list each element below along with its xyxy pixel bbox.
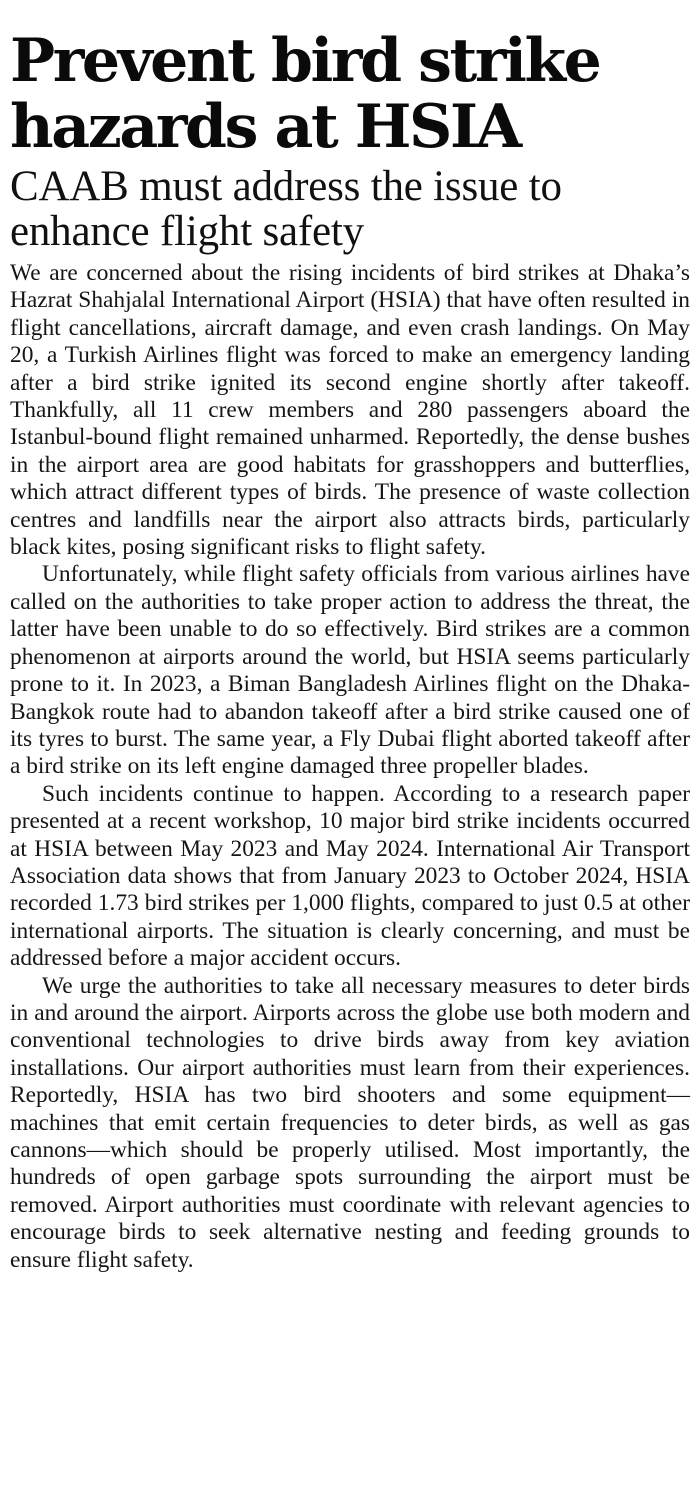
article-headline: Prevent bird strike hazards at HSIA bbox=[10, 26, 600, 162]
article-paragraph-3: Such incidents continue to happen. According to a research paper presented at a recent workshop, 10 major bird strike incidents occurred at HSIA between May 2023 and May 2024. International Air Transport Association data shows that from January 2023 to October 2024, HSIA recorded 1.73 bird strikes per 1,000 flights, compared to just 0.5 at other international airports. The situation is clearly concerning, and must be addressed before a major accident occurs. bbox=[10, 780, 690, 972]
article-paragraph-4: We urge the authorities to take all necessary measures to deter birds in and around the airport. Airports across the globe use both modern and conventional technologies to drive birds away from key aviation installations. Our airport authorities must learn from their experiences. Reportedly, HSIA has two bird shooters and some equipment—machines that emit certain frequencies to deter birds, as well as gas cannons—which should be properly utilised. Most importantly, the hundreds of open garbage spots surrounding the airport must be removed. Airport authorities must coordinate with relevant agencies to encourage birds to seek alternative nesting and feeding grounds to ensure flight safety. bbox=[10, 972, 690, 1273]
article-paragraph-2: Unfortunately, while flight safety officials from various airlines have called on the authorities to take proper action to address the threat, the latter have been unable to do so effectively. Bird strikes are a common phenomenon at airports around the world, but HSIA seems particularly prone to it. In 2023, a Biman Bangladesh Airlines flight on the Dhaka-Bangkok route had to abandon takeoff after a bird strike caused one of its tyres to burst. The same year, a Fly Dubai flight aborted takeoff after a bird strike on its left engine damaged three propeller blades. bbox=[10, 561, 690, 780]
article-body bbox=[10, 260, 690, 1274]
article-paragraph-1: We are concerned about the rising incidents of bird strikes at Dhaka’s Hazrat Shahjalal International Airport (HSIA) that have often resulted in flight cancellations, aircraft damage, and even crash landings. On May 20, a Turkish Airlines flight was forced to make an emergency landing after a bird strike ignited its second engine shortly after takeoff. Thankfully, all 11 crew members and 280 passengers aboard the Istanbul-bound flight remained unharmed. Reportedly, the dense bushes in the airport area are good habitats for grasshoppers and butterflies, which attract different types of birds. The presence of waste collection centres and landfills near the airport also attracts birds, particularly black kites, posing significant risks to flight safety. bbox=[10, 260, 690, 561]
article-subheadline: CAAB must address the issue to enhance flight safety bbox=[10, 163, 562, 255]
